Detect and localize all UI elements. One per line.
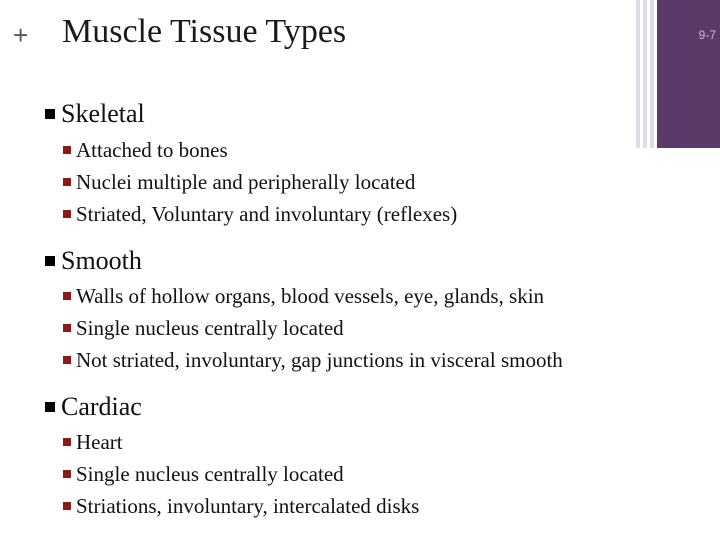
section-heading-smooth [45,246,142,276]
bullet-icon [63,502,71,510]
list-item-text: Single nucleus centrally located [76,462,344,486]
section-heading-text: Smooth [61,246,142,275]
decor-bar [643,0,647,148]
list-item-text: Striations, involuntary, intercalated disks [76,494,420,518]
list-item-text: Walls of hollow organs, blood vessels, eye, glands, skin [76,284,545,308]
bullet-icon [63,356,71,364]
bullet-icon [63,438,71,446]
list-item-text: Attached to bones [76,138,228,162]
bullet-icon [63,292,71,300]
slide-title: Muscle Tissue Types [62,13,347,50]
list-item-text: Heart [76,430,123,454]
section-heading-skeletal [45,99,145,129]
list-item-text: Striated, Voluntary and involuntary (reflexes) [76,202,458,226]
bullet-icon [45,109,55,119]
plus-icon: + [13,20,29,50]
section-heading-text: Skeletal [61,99,145,128]
bullet-icon [45,402,55,412]
bullet-icon [45,256,55,266]
slide-number: 9-7 [698,28,716,42]
decor-bar [636,0,640,148]
bullet-icon [63,146,71,154]
list-item [63,429,123,455]
section-heading-cardiac [45,392,142,422]
decor-bar [650,0,654,148]
list-item-text: Nuclei multiple and peripherally located [76,170,416,194]
list-item-text: Not striated, involuntary, gap junctions in visceral smooth [76,348,563,372]
bullet-icon [63,210,71,218]
bullet-icon [63,178,71,186]
bullet-icon [63,470,71,478]
list-item [63,493,419,519]
list-item [63,315,344,341]
list-item [63,169,415,195]
list-item [63,347,563,373]
list-item-text: Single nucleus centrally located [76,316,344,340]
list-item [63,201,457,227]
list-item [63,137,228,163]
list-item [63,283,544,309]
list-item [63,461,344,487]
slide-number-box [657,0,720,148]
section-heading-text: Cardiac [61,392,142,421]
bullet-icon [63,324,71,332]
